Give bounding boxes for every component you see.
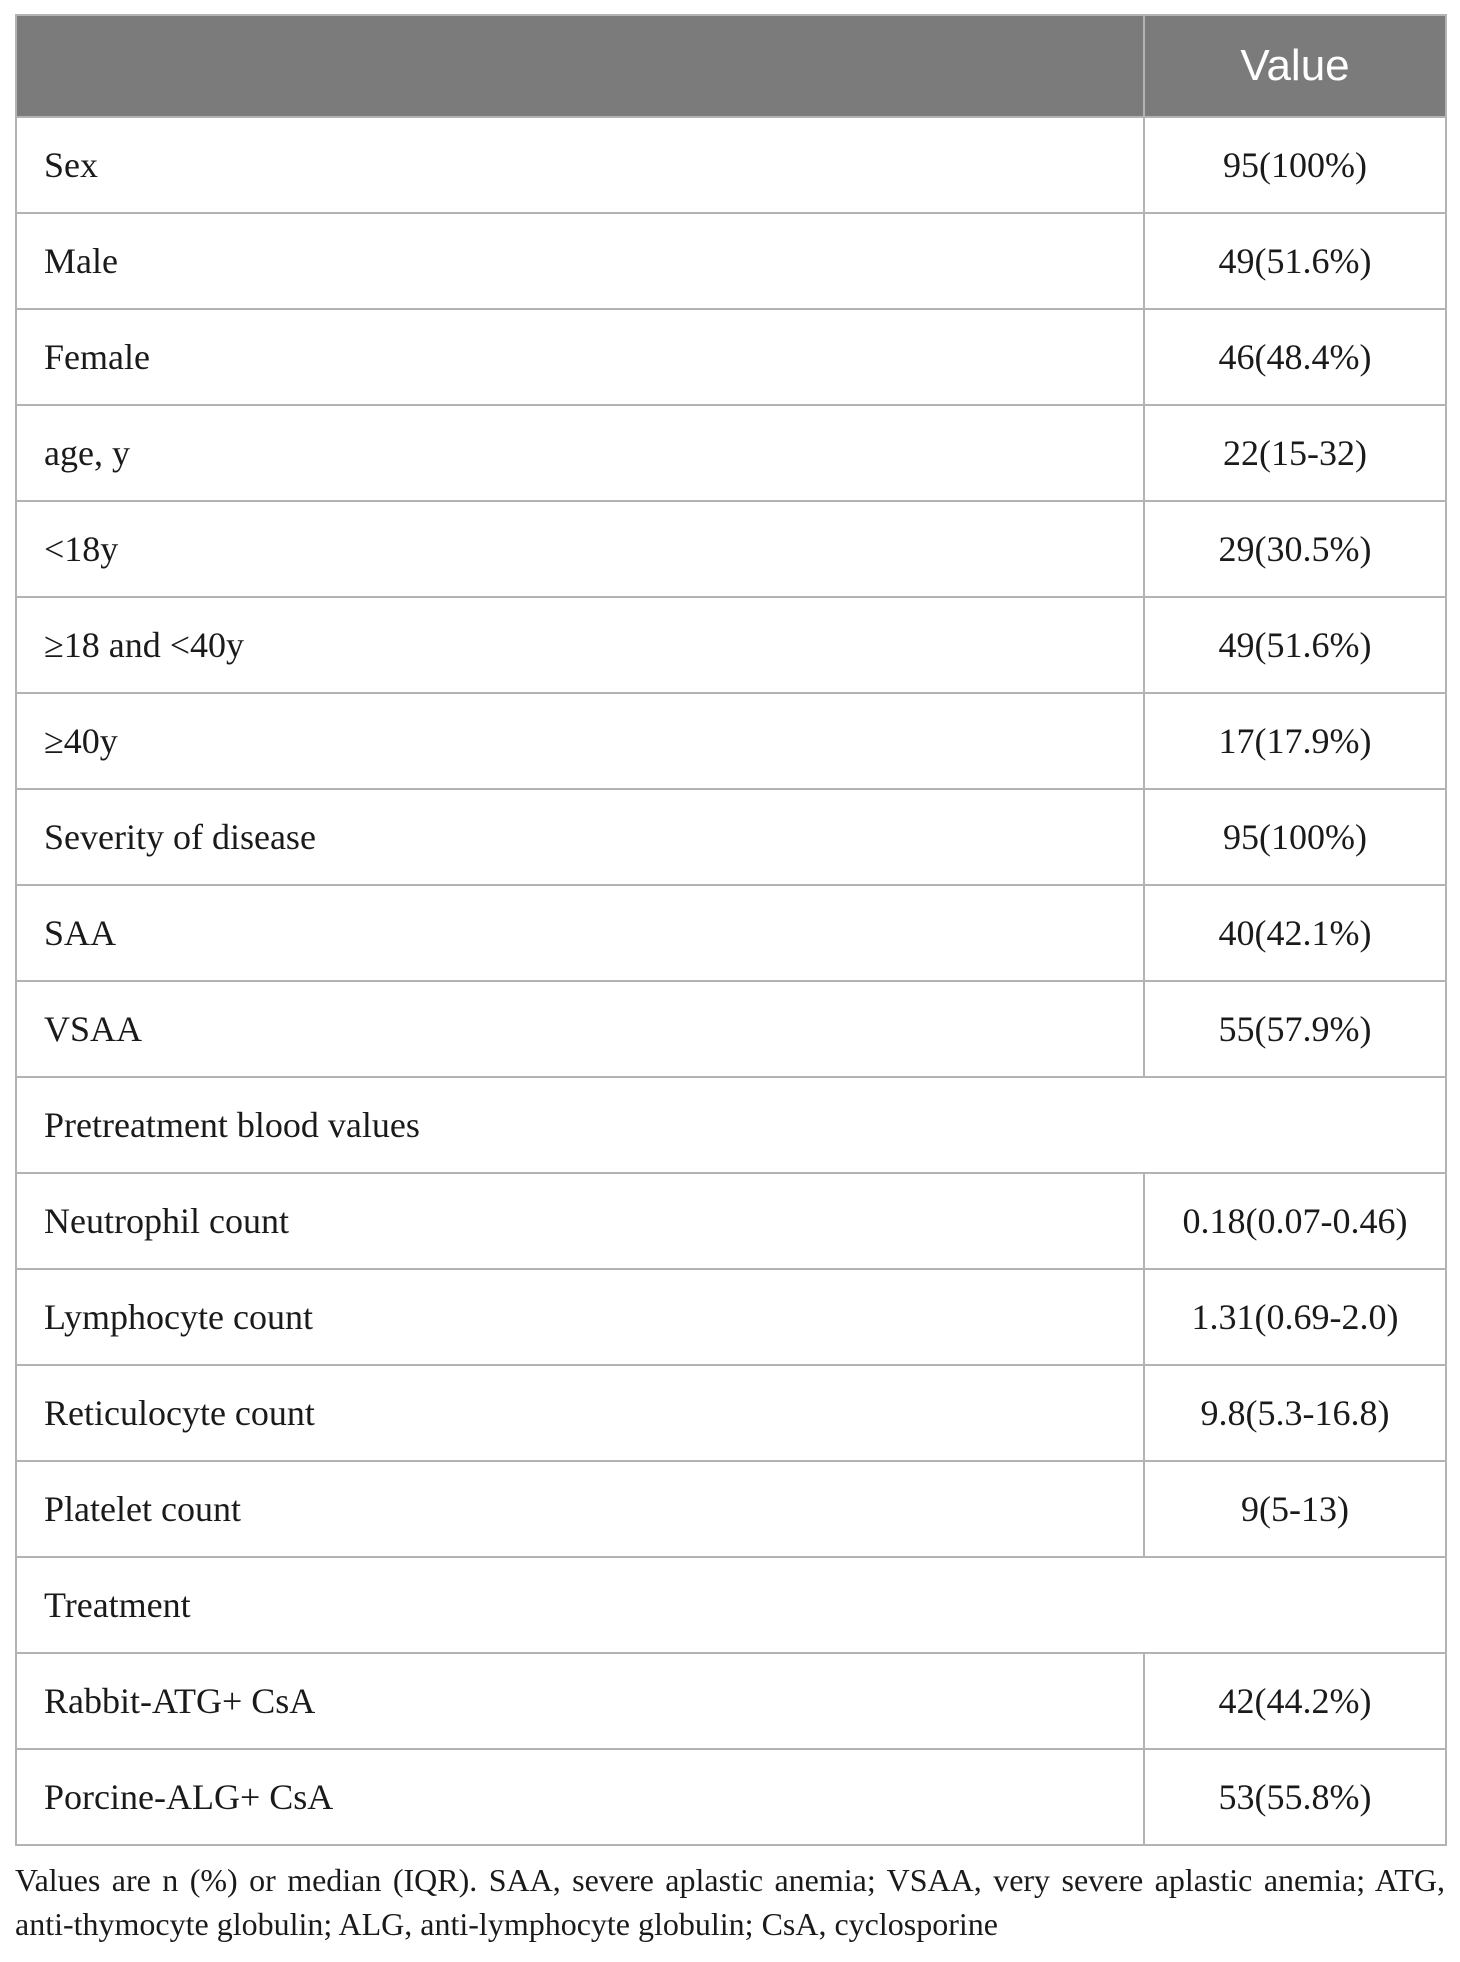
characteristics-table	[15, 14, 1447, 1846]
table-row	[16, 1461, 1446, 1557]
row-label-cell: Female	[16, 309, 1144, 405]
header-row	[16, 15, 1446, 117]
table-row	[16, 1749, 1446, 1845]
row-label-cell: SAA	[16, 885, 1144, 981]
section-row	[16, 1557, 1446, 1653]
row-label-cell: Reticulocyte count	[16, 1365, 1144, 1461]
table-row	[16, 501, 1446, 597]
section-row	[16, 1077, 1446, 1173]
row-value-cell: 95(100%)	[1144, 789, 1446, 885]
table-row	[16, 597, 1446, 693]
row-value-cell: 17(17.9%)	[1144, 693, 1446, 789]
row-label-cell: Rabbit-ATG+ CsA	[16, 1653, 1144, 1749]
row-label-cell: ≥18 and <40y	[16, 597, 1144, 693]
row-value-cell: 49(51.6%)	[1144, 213, 1446, 309]
row-label-cell: Porcine-ALG+ CsA	[16, 1749, 1144, 1845]
row-value-cell: 55(57.9%)	[1144, 981, 1446, 1077]
table-row	[16, 981, 1446, 1077]
header-label-cell	[16, 15, 1144, 117]
table-row	[16, 117, 1446, 213]
row-value-cell: 9.8(5.3-16.8)	[1144, 1365, 1446, 1461]
row-value-cell: 95(100%)	[1144, 117, 1446, 213]
table-row	[16, 789, 1446, 885]
table-footnote: Values are n (%) or median (IQR). SAA, severe aplastic anemia; VSAA, very severe aplastic anemia; ATG, anti-thymocyte globulin; ALG, anti-lymphocyte globulin; CsA, cyclosporine	[15, 1862, 1445, 1942]
row-label-cell: Severity of disease	[16, 789, 1144, 885]
table-row	[16, 405, 1446, 501]
row-label-cell: Lymphocyte count	[16, 1269, 1144, 1365]
header-value-cell: Value	[1144, 15, 1446, 117]
row-label-cell: ≥40y	[16, 693, 1144, 789]
row-label-cell: <18y	[16, 501, 1144, 597]
row-value-cell: 40(42.1%)	[1144, 885, 1446, 981]
row-value-cell: 0.18(0.07-0.46)	[1144, 1173, 1446, 1269]
table-row	[16, 885, 1446, 981]
row-value-cell: 29(30.5%)	[1144, 501, 1446, 597]
table-row	[16, 1653, 1446, 1749]
section-heading-cell: Pretreatment blood values	[16, 1077, 1446, 1173]
table-row	[16, 309, 1446, 405]
section-heading-cell: Treatment	[16, 1557, 1446, 1653]
characteristics-table-container	[15, 14, 1445, 1846]
row-label-cell: Platelet count	[16, 1461, 1144, 1557]
row-value-cell: 1.31(0.69-2.0)	[1144, 1269, 1446, 1365]
row-label-cell: VSAA	[16, 981, 1144, 1077]
row-value-cell: 53(55.8%)	[1144, 1749, 1446, 1845]
table-body	[16, 117, 1446, 1845]
row-value-cell: 42(44.2%)	[1144, 1653, 1446, 1749]
row-value-cell: 46(48.4%)	[1144, 309, 1446, 405]
row-label-cell: Male	[16, 213, 1144, 309]
row-value-cell: 49(51.6%)	[1144, 597, 1446, 693]
table-row	[16, 213, 1446, 309]
table-row	[16, 1365, 1446, 1461]
table-row	[16, 693, 1446, 789]
row-label-cell: Sex	[16, 117, 1144, 213]
row-label-cell: age, y	[16, 405, 1144, 501]
table-row	[16, 1173, 1446, 1269]
row-value-cell: 22(15-32)	[1144, 405, 1446, 501]
table-row	[16, 1269, 1446, 1365]
table-header	[16, 15, 1446, 117]
row-value-cell: 9(5-13)	[1144, 1461, 1446, 1557]
row-label-cell: Neutrophil count	[16, 1173, 1144, 1269]
